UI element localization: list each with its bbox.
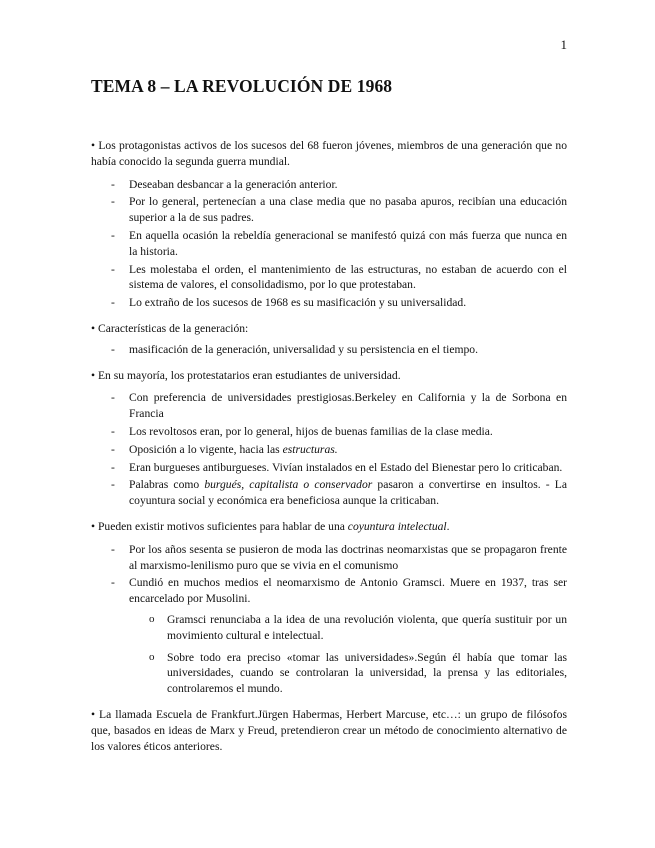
list-item: - Con preferencia de universidades prestigiosas.Berkeley en California y la de Sorbona en Francia — [91, 390, 567, 422]
section-intro: • En su mayoría, los protestatarios eran estudiantes de universidad. — [91, 368, 401, 382]
list-item: - Deseaban desbancar a la generación anterior. — [91, 177, 567, 193]
section-coyuntura — [91, 519, 567, 697]
section-caracteristicas — [91, 321, 567, 358]
list-item: - Eran burgueses antiburgueses. Vivían instalados en el Estado del Bienestar pero lo criticaban. — [91, 460, 567, 476]
intro-emphasis: coyuntura intelectual — [347, 519, 447, 533]
item-emphasis: burgués, capitalista o conservador — [204, 478, 373, 492]
list-item: - Por lo general, pertenecían a una clase media que no pasaba apuros, recibían una educación superior a la de sus padres. — [91, 194, 567, 226]
list-item — [91, 477, 567, 509]
list-item: - Les molestaba el orden, el mantenimiento de las estructuras, no estaban de acuerdo con el sistema de valores, el consolidadismo, por lo que protestaban. — [91, 262, 567, 294]
list-item: - En aquella ocasión la rebeldía generacional se manifestó quizá con más fuerza que nunca en la historia. — [91, 228, 567, 260]
item-text: Palabras como — [129, 478, 205, 492]
intro-text: . — [446, 519, 450, 533]
section-intro: • Los protagonistas activos de los sucesos del 68 fueron jóvenes, miembros de una generación que no había conocido la segunda guerra mundial. — [91, 139, 567, 168]
page-title: TEMA 8 – LA REVOLUCIÓN DE 1968 — [91, 76, 393, 96]
list-item: - Lo extraño de los sucesos de 1968 es su masificación y su universalidad. — [91, 295, 567, 311]
item-text: pasaron a convertirse en insultos. - La coyuntura social y económica era beneficiosa aunque la criticaban. — [129, 478, 567, 508]
dash-list — [91, 390, 567, 509]
list-item: - masificación de la generación, universalidad y su persistencia en el tiempo. — [91, 342, 567, 358]
section-protagonistas — [91, 138, 567, 311]
section-intro: • Características de la generación: — [91, 321, 249, 335]
section-intro — [91, 519, 567, 535]
intro-text: • Pueden existir motivos suficientes para hablar de una — [91, 519, 348, 533]
sub-list — [129, 612, 567, 697]
document-body — [91, 138, 567, 764]
sub-list-item: o Gramsci renunciaba a la idea de una revolución violenta, que quería sustituir por un movimiento cultural e intelectual. — [129, 612, 567, 644]
section-frankfurt — [91, 707, 567, 754]
dash-list — [91, 542, 567, 697]
list-item — [91, 442, 567, 458]
section-estudiantes — [91, 368, 567, 509]
sub-list-item: o Sobre todo era preciso «tomar las universidades».Según él había que tomar las universidades, cuando se controlaran la universidad, la prensa y las editoriales, controlaremos el mundo. — [129, 650, 567, 697]
dash-list — [91, 177, 567, 311]
item-text: Cundió en muchos medios el neomarxismo de Antonio Gramsci. Muere en 1937, tras ser encarcelado por Musolini. — [129, 576, 567, 606]
dash-list — [91, 342, 567, 358]
section-intro: • La llamada Escuela de Frankfurt.Jürgen Habermas, Herbert Marcuse, etc…: un grupo de filósofos que, basados en ideas de Marx y Freud, pretendieron crear un método de conocimiento alternativo de los valores éticos anteriores. — [91, 707, 567, 753]
list-item: - Los revoltosos eran, por lo general, hijos de buenas familias de la clase media. — [91, 424, 567, 440]
list-item — [91, 575, 567, 697]
page-number: 1 — [560, 37, 567, 52]
list-item: - Por los años sesenta se pusieron de moda las doctrinas neomarxistas que se propagaron frente al marxismo-lenilismo puro que se vivia en el comunismo — [91, 542, 567, 574]
item-text: Oposición a lo vigente, hacia las — [129, 442, 283, 456]
item-emphasis: estructuras. — [282, 442, 338, 456]
